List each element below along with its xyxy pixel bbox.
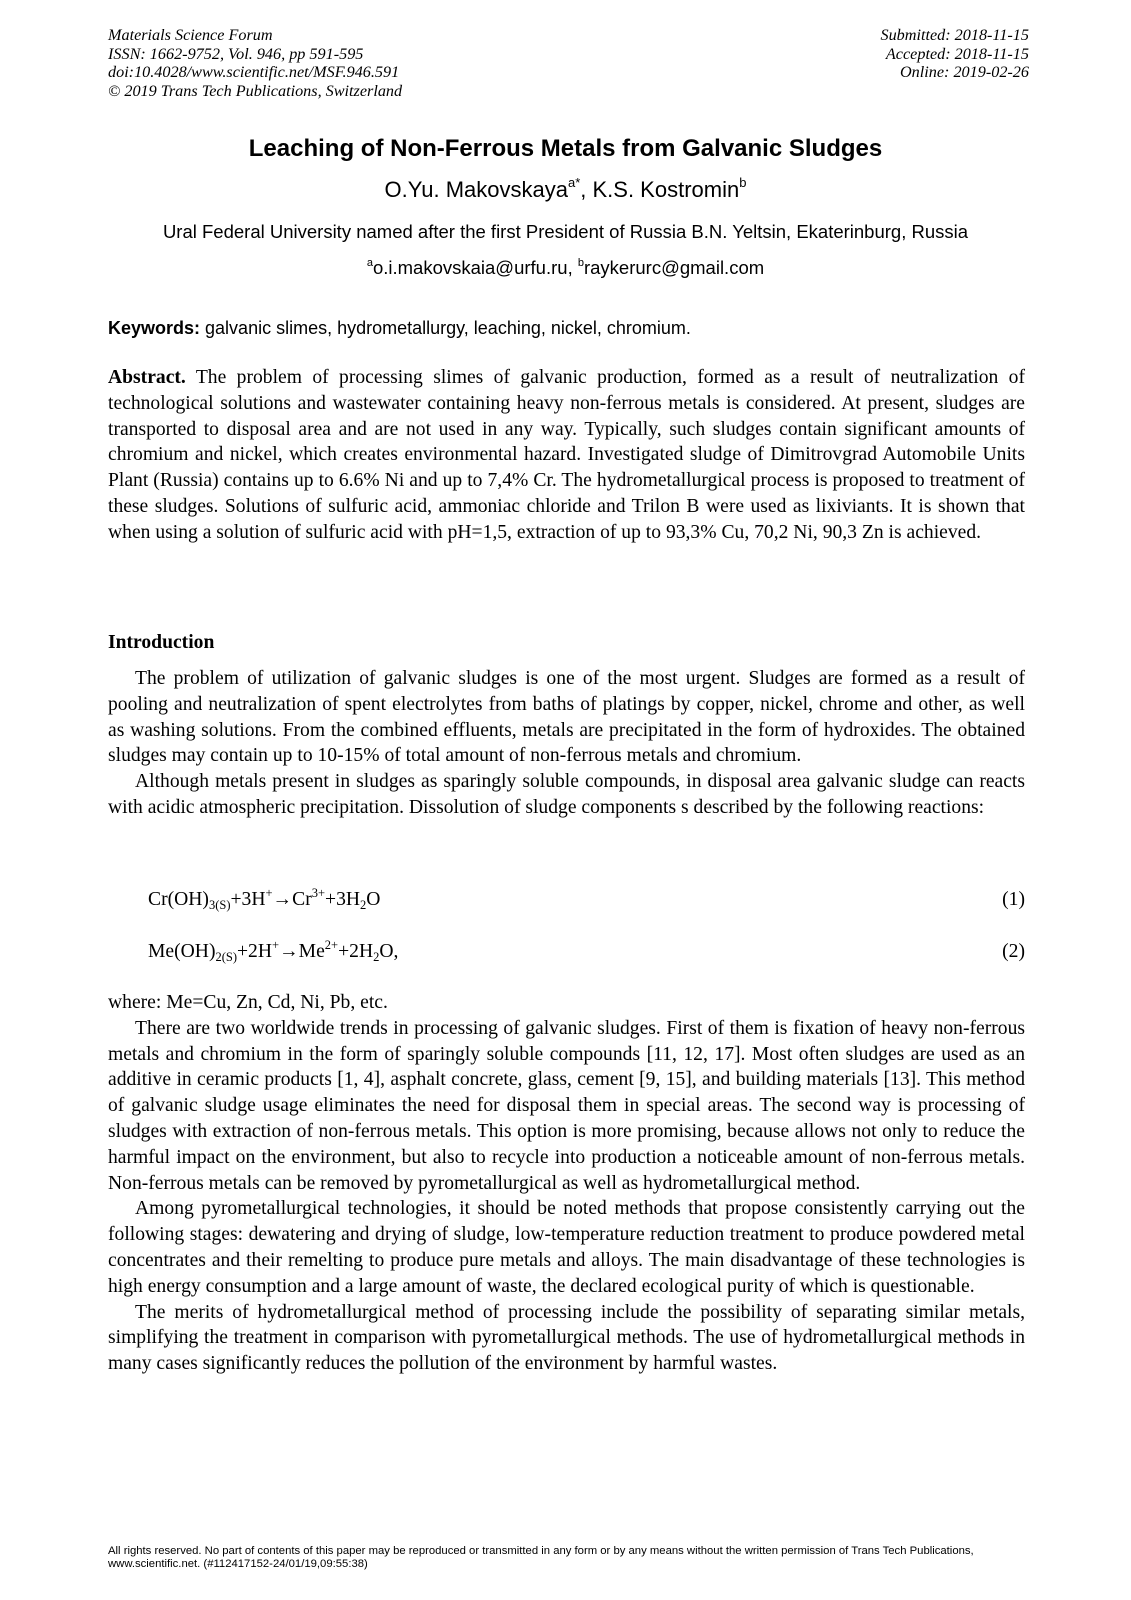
author-affiliation-mark: b [739, 175, 747, 190]
formula-part: +3H [325, 889, 361, 910]
accepted-date: Accepted: 2018-11-15 [885, 44, 1029, 63]
journal-doi: doi:10.4028/www.scientific.net/MSF.946.591 [108, 63, 400, 82]
keywords-label: Keywords: [108, 318, 201, 338]
formula-subscript: 2(S) [215, 950, 237, 964]
where-clause: where: Me=Cu, Zn, Cd, Ni, Pb, etc. [108, 992, 388, 1013]
journal-name: Materials Science Forum [108, 26, 273, 44]
equation-formula [148, 939, 398, 965]
abstract-text: The problem of processing slimes of galvanic production, formed as a result of neutralization of technological solutions and wastewater containing heavy non-ferrous metals is considered. At present, sludges are transported to disposal area and are not used in any way. Typically, such sludges contain significant amounts of chromium and nickel, which creates environmental hazard. Investigated sludge of Dimitrovgrad Automobile Units Plant (Russia) contains up to 6.6% Ni and up to 7,4% Cr. The hydrometallurgical process is proposed to treatment of these sludges. Solutions of sulfuric acid, ammoniac chloride and Trilon B were used as lixiviants. It is shown that when using a solution of sulfuric acid with pH=1,5, extraction of up to 93,3% Cu, 70,2 Ni, 90,3 Zn is achieved. [108, 367, 1025, 543]
email-mark: a [366, 257, 373, 269]
abstract [108, 365, 1025, 546]
formula-part: Me(OH) [148, 941, 216, 962]
paragraph: There are two worldwide trends in processing of galvanic sludges. First of them is fixation of heavy non-ferrous metals and chromium in the form of sparingly soluble compounds [11, 12, 17]. Most often sludges are used as an additive in ceramic products [1, 4], asphalt concrete, glass, cement [9, 15], and building materials [13]. This method of galvanic sludge usage eliminates the need for disposal them in special areas. The second way is processing of sludges with extraction of non-ferrous metals. This option is more promising, because allows not only to reduce the harmful impact on the environment, but also to recycle into production a noticeable amount of non-ferrous metals. Non-ferrous metals can be removed by pyrometallurgical as well as hydrometallurgical method. [108, 1017, 1025, 1194]
paragraph: Although metals present in sludges as sparingly soluble compounds, in disposal area galvanic sludge can reacts with acidic atmospheric precipitation. Dissolution of sludge components s described by the following reactions: [108, 771, 1025, 818]
equation-number: (1) [1002, 889, 1025, 910]
email-address[interactable]: raykerurc@gmail.com [583, 257, 765, 278]
equation-formula [148, 887, 380, 913]
formula-part: →Cr [272, 889, 312, 910]
formula-part: Cr(OH) [148, 889, 209, 910]
formula-part: O, [379, 941, 399, 962]
formula-superscript: + [265, 886, 273, 900]
formula-part: O [366, 889, 381, 910]
email-address[interactable]: o.i.makovskaia@urfu.ru [372, 257, 568, 278]
equation-1 [148, 887, 1025, 913]
journal-issn: ISSN: 1662-9752, Vol. 946, pp 591-595 [108, 44, 364, 63]
paper-title: Leaching of Non-Ferrous Metals from Galvanic Sludges [248, 135, 883, 162]
keywords-text: galvanic slimes, hydrometallurgy, leaching, nickel, chromium. [200, 318, 691, 338]
formula-subscript: 3(S) [208, 898, 231, 912]
paragraph: Among pyrometallurgical technologies, it should be noted methods that propose consistently carrying out the following stages: dewatering and drying of sludge, low-temperature reduction treatment to produce powdered metal concentrates and their remelting to produce pure metals and alloys. The main disadvantage of these technologies is high energy consumption and a large amount of waste, the declared ecological purity of which is questionable. [108, 1198, 1025, 1297]
journal-copyright: © 2019 Trans Tech Publications, Switzerland [108, 81, 403, 100]
online-date: Online: 2019-02-26 [899, 63, 1029, 82]
formula-superscript: + [272, 938, 280, 952]
copyright-footer: All rights reserved. No part of contents of this paper may be reproduced or transmitted in any form or by any means without the written permission of Trans Tech Publications, www.scientific.net. (#112417152-24/01/19,09:55:38) [108, 1545, 974, 1570]
abstract-label: Abstract. [108, 367, 186, 388]
publication-dates [709, 26, 1029, 82]
author-name: O.Yu. Makovskaya [384, 177, 568, 202]
paragraph: The merits of hydrometallurgical method of processing include the possibility of separating similar metals, simplifying the treatment in comparison with pyrometallurgical methods. The use of hydrometallurgical methods in many cases significantly reduces the pollution of the environment by harmful wastes. [108, 1301, 1025, 1375]
journal-info [108, 26, 628, 100]
keywords [108, 316, 1023, 340]
author-affiliation-mark: a* [567, 175, 581, 190]
formula-subscript: 2 [360, 898, 367, 912]
paragraph: The problem of utilization of galvanic sludges is one of the most urgent. Sludges are formed as a result of pooling and neutralization of spent electrolytes from baths of platings by copper, nickel, chrome and other, as well as washing solutions. From the combined effluents, metals are precipitated in the form of hydroxides. The obtained sludges may contain up to 10-15% of total amount of non-ferrous metals and chromium. [108, 668, 1025, 767]
author-name: K.S. Kostromin [592, 177, 740, 202]
affiliation: Ural Federal University named after the first President of Russia B.N. Yeltsin, Ekaterinburg, Russia [162, 221, 969, 242]
email-separator: , [567, 257, 578, 278]
formula-superscript: 3+ [311, 886, 326, 900]
equation-number: (2) [1002, 941, 1025, 962]
email-mark: b [577, 257, 584, 269]
formula-subscript: 2 [373, 950, 380, 964]
equation-2 [148, 939, 1025, 965]
author-list [60, 176, 1071, 204]
formula-part: →Me [279, 941, 325, 962]
author-emails [60, 256, 1071, 280]
section-heading: Introduction [108, 632, 215, 653]
submitted-date: Submitted: 2018-11-15 [880, 26, 1029, 44]
formula-part: +3H [230, 889, 266, 910]
body-text [108, 990, 1025, 1377]
formula-superscript: 2+ [324, 938, 339, 952]
author-separator: , [580, 177, 593, 202]
introduction-text [108, 666, 1025, 821]
formula-part: +2H [338, 941, 374, 962]
formula-part: +2H [237, 941, 272, 962]
